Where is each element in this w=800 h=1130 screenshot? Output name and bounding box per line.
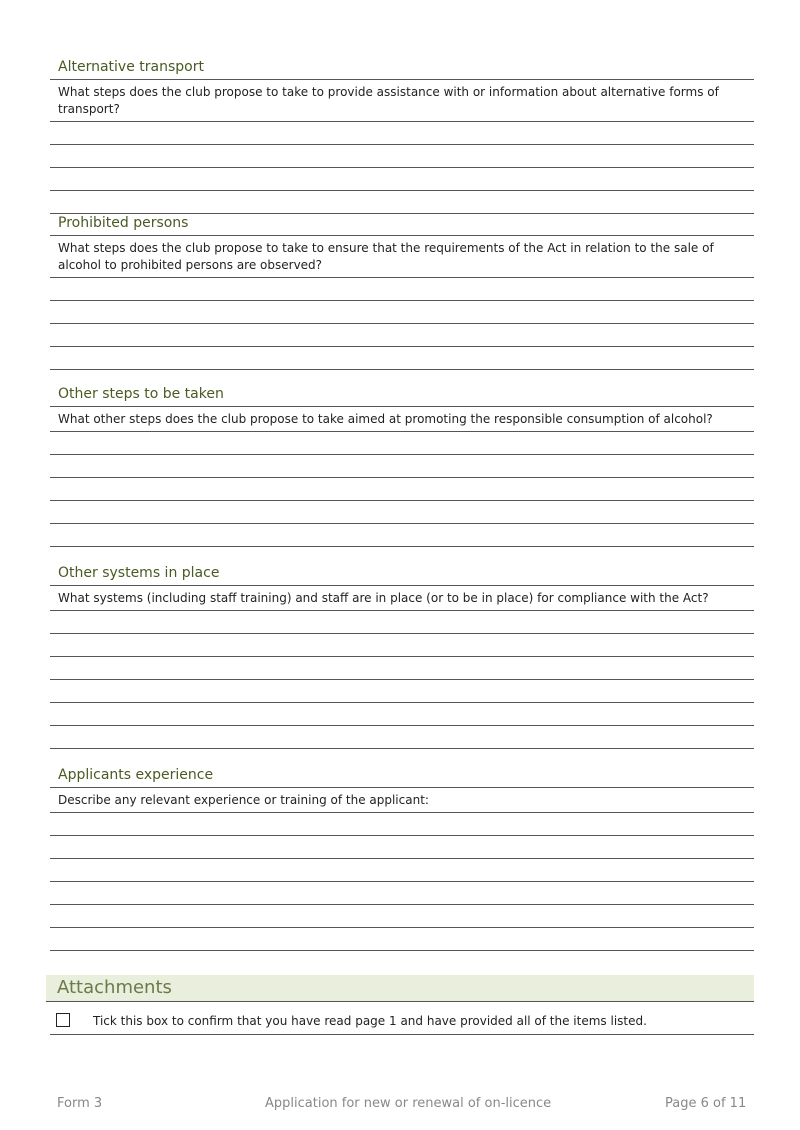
answer-line[interactable] [50, 524, 754, 547]
footer-title: Application for new or renewal of on-licence [265, 1096, 552, 1111]
confirm-checkbox[interactable] [56, 1013, 70, 1027]
answer-line[interactable] [50, 301, 754, 324]
answer-line[interactable] [50, 836, 754, 859]
answer-line[interactable] [50, 905, 754, 928]
confirm-text: Tick this box to confirm that you have read page 1 and have provided all of the items listed. [93, 1014, 647, 1028]
answer-line[interactable] [50, 859, 754, 882]
answer-line[interactable] [50, 813, 754, 836]
question-text: What other steps does the club propose to take aimed at promoting the responsible consumption of alcohol? [50, 406, 754, 432]
section-title: Applicants experience [58, 767, 214, 783]
question-text: What steps does the club propose to take to ensure that the requirements of the Act in relation to the sale of alcohol to prohibited persons are observed? [50, 235, 754, 278]
question-text: What systems (including staff training) and staff are in place (or to be in place) for compliance with the Act? [50, 585, 754, 611]
answer-line[interactable] [50, 928, 754, 951]
answer-line[interactable] [50, 478, 754, 501]
answer-line[interactable] [50, 145, 754, 168]
answer-line[interactable] [50, 168, 754, 191]
attachments-header [46, 975, 754, 1002]
attachments-confirm-row [50, 1008, 754, 1035]
question-text: What steps does the club propose to take to provide assistance with or information about alternative forms of transport? [50, 79, 754, 122]
answer-line[interactable] [50, 278, 754, 301]
section-title: Prohibited persons [58, 215, 189, 231]
section-alternative-transport [50, 55, 754, 214]
answer-line[interactable] [50, 657, 754, 680]
answer-line[interactable] [50, 726, 754, 749]
section-title: Alternative transport [58, 59, 204, 75]
answer-area[interactable] [50, 432, 754, 547]
answer-line[interactable] [50, 501, 754, 524]
answer-area[interactable] [50, 611, 754, 749]
answer-line[interactable] [50, 347, 754, 370]
question-text: Describe any relevant experience or training of the applicant: [50, 787, 754, 813]
section-title: Other systems in place [58, 565, 220, 581]
answer-line[interactable] [50, 703, 754, 726]
footer-page: Page 6 of 11 [665, 1096, 747, 1111]
footer-form: Form 3 [57, 1096, 103, 1111]
section-applicants-experience [50, 763, 754, 951]
section-other-steps [50, 382, 754, 547]
answer-line[interactable] [50, 324, 754, 347]
answer-line[interactable] [50, 122, 754, 145]
answer-area[interactable] [50, 122, 754, 214]
answer-area[interactable] [50, 278, 754, 370]
answer-line[interactable] [50, 455, 754, 478]
answer-line[interactable] [50, 680, 754, 703]
attachments-title: Attachments [57, 977, 172, 998]
answer-line[interactable] [50, 432, 754, 455]
section-prohibited-persons [50, 211, 754, 370]
section-other-systems [50, 561, 754, 749]
answer-line[interactable] [50, 634, 754, 657]
answer-line[interactable] [50, 882, 754, 905]
answer-line[interactable] [50, 611, 754, 634]
answer-area[interactable] [50, 813, 754, 951]
section-title: Other steps to be taken [58, 386, 224, 402]
